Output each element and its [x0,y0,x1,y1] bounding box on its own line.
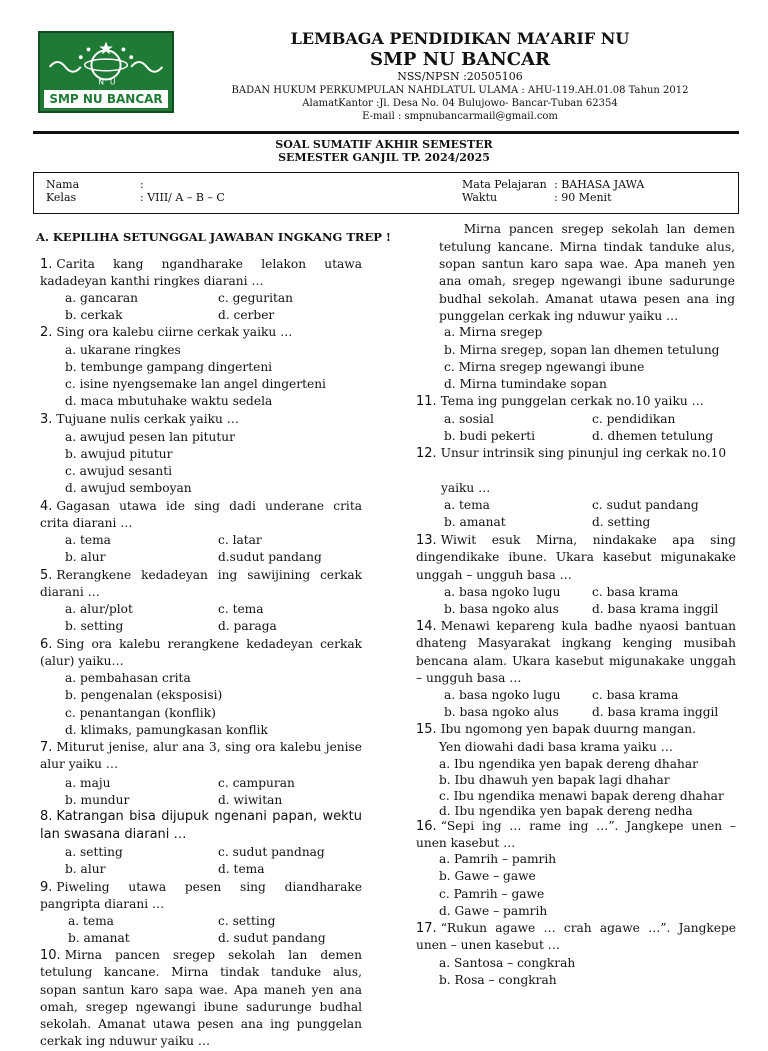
option[interactable]: c. latar [218,533,262,547]
question-15 [416,721,736,738]
waktu-value: : 90 Menit [554,191,612,204]
option[interactable]: c. Mirna sregep ngewangi ibune [444,360,645,374]
option[interactable]: b. budi pekerti [444,429,536,443]
option[interactable]: c. campuran [218,776,295,790]
mapel-value: : BAHASA JAWA [554,178,645,191]
question-text: Sing ora kalebu rerangkene kedadeyan cerkak (alur) yaiku… [40,637,362,669]
option[interactable]: a. tema [65,533,111,547]
question-text: Rerangkene kedadeyan ing sawijining cerkak diarani … [40,568,362,600]
question-text: Unsur intrinsik sing pinunjul ing cerkak no.10 [440,446,727,460]
option[interactable]: d. cerber [218,308,275,322]
question-number: 9. [40,880,53,895]
option[interactable]: a. basa ngoko lugu [444,585,561,599]
option[interactable]: a. alur/plot [65,602,133,616]
option[interactable]: c. Pamrih – gawe [439,887,545,901]
option[interactable]: d. dhemen tetulung [592,429,714,443]
option[interactable]: a. setting [65,845,123,859]
question-5 [40,567,362,602]
option[interactable]: c. setting [218,914,276,928]
question-number: 17. [416,921,437,936]
option[interactable]: b. Rosa – congkrah [439,973,557,987]
option[interactable]: a. Pamrih – pamrih [439,852,557,866]
option[interactable]: a. basa ngoko lugu [444,688,561,702]
question-number: 4. [40,499,53,514]
option[interactable]: d. basa krama inggil [592,602,719,616]
option[interactable]: b. basa ngoko alus [444,602,559,616]
exam-semester: SEMESTER GANJIL TP. 2024/2025 [278,151,490,164]
school-name: SMP NU BANCAR [369,49,551,70]
option[interactable]: d. setting [592,515,651,529]
option[interactable]: c. penantangan (konflik) [65,706,216,720]
logo-caption: SMP NU BANCAR [44,90,168,108]
question-text: Gagasan utawa ide sing dadi underane crita crita diarani … [40,499,362,531]
kelas-value: : VIII/ A – B – C [140,191,225,204]
question-text: “Sepi ing … rame ing …”. Jangkepe unen – unen kasebut … [416,819,736,851]
question-text: Mirna pancen sregep sekolah lan demen tetulung kancane. Mirna tindak tanduke alus, sopan santun karo sapa wae. Apa maneh yen ana omah, sregep ngewangi ibune sadurunge budhal sekolah. Amanat utawa pesen ana ing punggelan cerkak ing nduwur yaiku … [40,948,362,1049]
question-number: 14. [416,619,437,634]
question-number: 16. [416,819,437,834]
question-16 [416,818,736,853]
option[interactable]: a. gancaran [65,291,138,305]
kelas-label: Kelas [46,191,77,204]
question-2 [40,324,362,341]
question-15-cont: Yen diowahi dadi basa krama yaiku … [439,740,673,754]
option[interactable]: c. isine nyengsemake lan angel dingerteni [65,377,326,391]
option[interactable]: d. klimaks, pamungkasan konflik [65,723,268,737]
question-text: Wiwit esuk Mirna, nindakake apa sing dingendikake ibune. Ukara kasebut migunakake unggah – ungguh basa … [416,533,736,582]
option[interactable]: c. awujud sesanti [65,464,173,478]
question-6 [40,636,362,671]
option[interactable]: b. basa ngoko alus [444,705,559,719]
question-number: 5. [40,568,53,583]
option[interactable]: b. alur [65,862,106,876]
option[interactable]: d. Gawe – pamrih [439,904,548,918]
email: E-mail : smpnubancarmail@gmail.com [362,111,558,122]
question-3 [40,411,362,428]
question-number: 10. [40,948,61,963]
question-number: 12. [416,446,437,461]
option[interactable]: d. sudut pandang [218,931,326,945]
option[interactable]: a. Mirna sregep [444,325,543,339]
option[interactable]: c. basa krama [592,585,679,599]
option[interactable]: b. cerkak [65,308,123,322]
option[interactable]: d. Ibu ngendika yen bapak dereng nedha [439,804,693,818]
option[interactable]: a. sosial [444,412,494,426]
question-text: Piweling utawa pesen sing diandharake pangripta diarani … [40,880,362,912]
option[interactable]: a. tema [68,914,114,928]
nu-emblem-icon [40,37,172,89]
question-number: 15. [416,722,437,737]
question-number: 8. [40,809,53,824]
legal-entity: BADAN HUKUM PERKUMPULAN NAHDLATUL ULAMA : AHU-119.AH.01.08 Tahun 2012 [231,85,689,96]
option[interactable]: b. amanat [68,931,130,945]
option[interactable]: c. geguritan [218,291,293,305]
option[interactable]: b. amanat [444,515,506,529]
svg-text:U: U [109,77,116,87]
student-info-box [33,172,739,214]
question-10-part1 [40,947,362,1049]
question-text: Menawi kepareng kula badhe nyaosi bantuan dhateng Masyarakat ingkang kenging musibah bencana alam. Ukara kasebut migunakake unggah – ungguh basa … [416,619,736,685]
question-number: 2. [40,325,53,340]
option[interactable]: d.sudut pandang [218,550,322,564]
option[interactable]: d. awujud semboyan [65,481,192,495]
question-11 [416,393,736,410]
question-text: Ibu ngomong yen bapak duurng mangan. [440,722,696,736]
option[interactable]: c. sudut pandang [592,498,699,512]
question-text: Sing ora kalebu ciirne cerkak yaiku … [56,325,293,339]
header-divider [33,131,739,134]
question-number: 13. [416,533,437,548]
waktu-label: Waktu [462,191,498,204]
question-12-cont: yaiku … [441,481,491,495]
option[interactable]: b. alur [65,550,106,564]
option[interactable]: c. sudut pandnag [218,845,325,859]
question-7 [40,739,362,774]
option[interactable]: d. maca mbutuhake waktu sedela [65,394,273,408]
address: AlamatKantor :Jl. Desa No. 04 Bulujowo- Bancar-Tuban 62354 [302,98,618,109]
nama-label: Nama [46,178,80,191]
question-9 [40,879,362,914]
question-number: 1. [40,257,53,272]
question-text: Miturut jenise, alur ana 3, sing ora kalebu jenise alur yaiku … [40,740,362,772]
option[interactable]: a. pembahasan crita [65,671,191,685]
option[interactable]: a. Santosa – congkrah [439,956,576,970]
svg-text:N: N [98,77,105,87]
question-1 [40,256,362,291]
option[interactable]: b. pengenalan (eksposisi) [65,688,223,702]
option[interactable]: b. setting [65,619,124,633]
option[interactable]: d. paraga [218,619,277,633]
question-17 [416,920,736,955]
question-8 [40,808,362,844]
option[interactable]: b. Mirna sregep, sopan lan dhemen tetulung [444,343,720,357]
option[interactable]: a. tema [444,498,490,512]
option[interactable]: b. mundur [65,793,130,807]
option[interactable]: a. awujud pesen lan pitutur [65,430,235,444]
option[interactable]: d. Mirna tumindake sopan [444,377,607,391]
institution-name: LEMBAGA PENDIDIKAN MA’ARIF NU [290,29,630,48]
option[interactable]: c. tema [218,602,264,616]
mapel-label: Mata Pelajaran [462,178,547,191]
nama-value: : [140,178,144,191]
question-4 [40,498,362,533]
question-number: 6. [40,637,53,652]
question-12 [416,445,736,462]
question-number: 7. [40,740,53,755]
option[interactable]: d. tema [218,862,265,876]
question-10-part2: Mirna pancen sregep sekolah lan demen tetulung kancane. Mirna tindak tanduke alus, sopan santun karo sapa wae. Apa maneh yen ana omah, sregep ngewangi ibune sadurunge budhal sekolah. Amanat utawa pesen ana ing punggelan cerkak ing nduwur yaiku … [439,222,735,323]
option[interactable]: a. ukarane ringkes [65,343,181,357]
option[interactable]: b. awujud pitutur [65,447,173,461]
question-text: “Rukun agawe … crah agawe …”. Jangkepe unen – unen kasebut … [416,921,736,953]
question-number: 11. [416,394,437,409]
question-text: Tujuane nulis cerkak yaiku … [56,412,239,426]
option[interactable]: a. maju [65,776,111,790]
option[interactable]: d. wiwitan [218,793,283,807]
nss-npsn: NSS/NPSN :20505106 [397,70,523,83]
question-number: 3. [40,412,53,427]
section-heading: A. KEPILIHA SETUNGGAL JAWABAN INGKANG TREP ! [36,230,391,244]
question-text: Carita kang ngandharake lelakon utawa kadadeyan kanthi ringkes diarani … [40,257,362,289]
option[interactable]: a. Ibu ngendika yen bapak dereng dhahar [439,757,698,771]
option[interactable]: c. Ibu ngendika menawi bapak dereng dhahar [439,789,724,803]
option[interactable]: b. Ibu dhawuh yen bapak lagi dhahar [439,773,670,787]
option[interactable]: d. basa krama inggil [592,705,719,719]
question-14 [416,618,736,687]
option[interactable]: c. pendidikan [592,412,676,426]
question-text: Tema ing punggelan cerkak no.10 yaiku … [440,394,704,408]
option[interactable]: b. Gawe – gawe [439,869,536,883]
option[interactable]: c. basa krama [592,688,679,702]
question-text: Katrangan bisa dijupuk ngenani papan, wektu lan swasana diarani … [40,809,362,842]
option[interactable]: b. tembunge gampang dingerteni [65,360,273,374]
school-logo [38,31,174,113]
exam-title: SOAL SUMATIF AKHIR SEMESTER [275,138,493,151]
question-13 [416,532,736,584]
